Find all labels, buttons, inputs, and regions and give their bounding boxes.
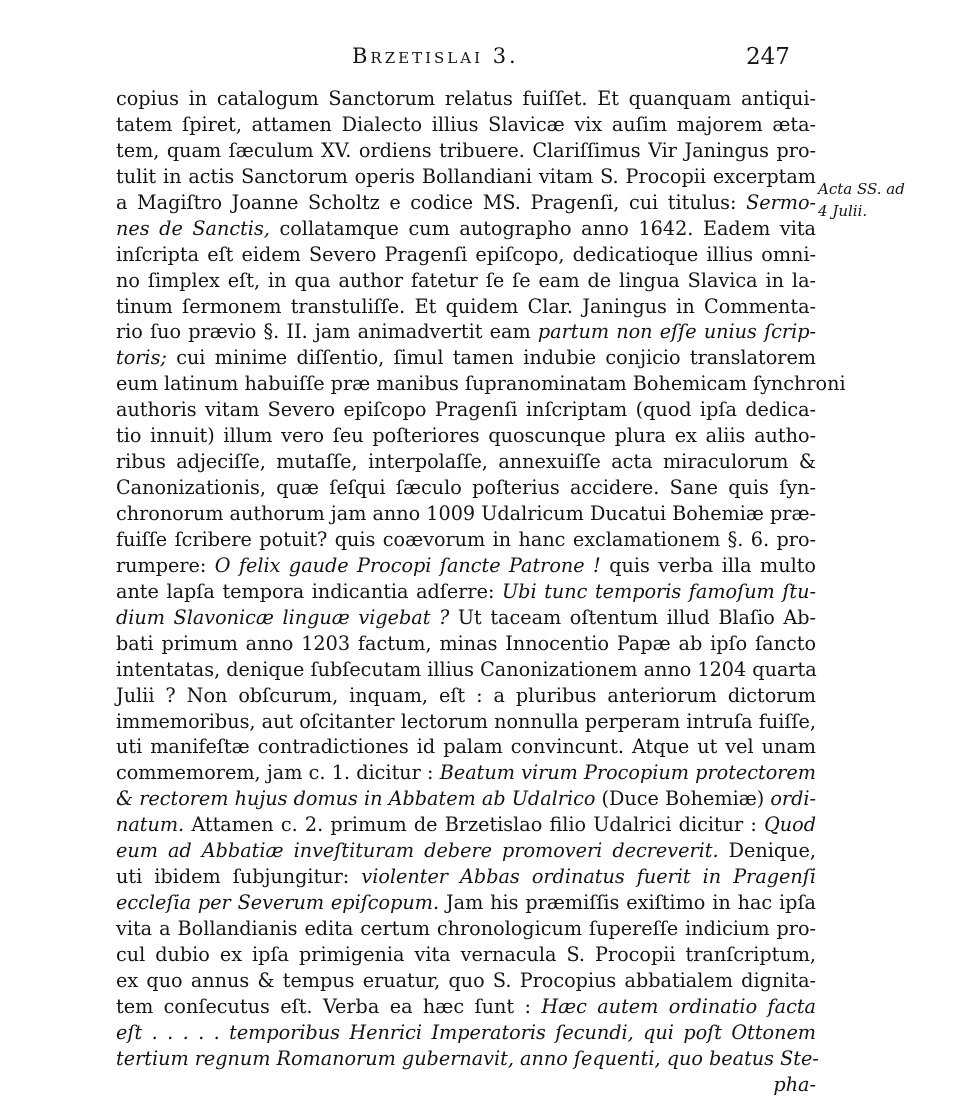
- text-segment: immemoribus, aut oſcitanter lectorum nonnulla perperam intruſa fuiſſe,: [116, 709, 816, 733]
- text-line: [116, 216, 816, 242]
- text-line: [116, 423, 816, 449]
- page-number: 247: [746, 44, 790, 70]
- text-segment: ex quo annus & tempus eruatur, quo S. Procopius abbatialem dignita-: [116, 968, 816, 992]
- text-segment: Attamen c. 2. primum de Brzetislao filio Udalrici dicitur :: [184, 813, 765, 837]
- text-line: [116, 631, 816, 657]
- text-segment: cul dubio ex ipſa primigenia vita vernacula S. Procopii tranſcriptum,: [116, 942, 816, 966]
- text-line: [116, 242, 816, 268]
- text-segment: tatem ſpiret, attamen Dialecto illius Slavicæ vix auſim majorem æta-: [116, 112, 816, 136]
- margin-note: [818, 178, 938, 222]
- italic-text: dium Slavonicæ linguæ vigebat ?: [116, 605, 450, 629]
- text-segment: rumpere:: [116, 553, 215, 577]
- text-line: [116, 916, 816, 942]
- text-line: [116, 294, 816, 320]
- text-segment: ribus adjeciſſe, mutaſſe, interpolaſſe, annexuiſſe acta miraculorum &: [116, 450, 816, 474]
- text-line: [116, 268, 816, 294]
- text-segment: tem conſecutus eſt. Verba ea hæc ſunt :: [116, 994, 542, 1018]
- text-line: [116, 579, 816, 605]
- italic-text: tertium regnum Romanorum gubernavit, anno ſequenti, quo beatus Ste-: [116, 1046, 819, 1070]
- text-line: [116, 709, 816, 735]
- running-title: Brzetislai 3.: [352, 44, 519, 68]
- text-line: [116, 994, 816, 1020]
- text-line: [116, 86, 816, 112]
- text-segment: vita a Bollandianis edita certum chronologicum ſupereſſe indicium pro-: [116, 917, 816, 940]
- italic-text: Sermo-: [746, 190, 816, 214]
- text-line: [116, 475, 816, 501]
- italic-text: toris;: [116, 346, 167, 370]
- text-segment: tio innuit) illum vero ſeu poſteriores quoscunque plura ex aliis autho-: [116, 424, 816, 448]
- text-line: [116, 812, 816, 838]
- italic-text: violenter Abbas ordinatus fuerit in Pragenſi: [361, 865, 816, 889]
- text-line: [116, 112, 816, 138]
- text-line: [116, 942, 816, 968]
- italic-text: natum.: [116, 813, 185, 837]
- text-line: [116, 890, 816, 916]
- text-line: [116, 449, 816, 475]
- text-segment: fuiſſe ſcribere potuit? quis coævorum in hanc exclamationem §. 6. pro-: [116, 527, 816, 551]
- text-segment: cui minime diſſentio, ſimul tamen indubie conjicio translatorem: [166, 346, 816, 370]
- text-segment: Denique,: [718, 839, 816, 863]
- italic-text: eſt . . . . . temporibus Henrici Imperatoris ſecundi, qui poſt Ottonem: [116, 1020, 816, 1044]
- italic-text: eum ad Abbatiæ inveſtituram debere promoveri decreverit.: [116, 839, 719, 863]
- text-line: [116, 683, 816, 709]
- text-segment: rio ſuo prævio §. II. jam animadvertit eam: [116, 320, 538, 344]
- italic-text: eccleſia per Severum epiſcopum.: [116, 891, 440, 915]
- text-line: [116, 138, 816, 164]
- text-line: [116, 371, 846, 397]
- italic-text: partum non eſſe unius ſcrip-: [537, 320, 817, 344]
- italic-text: Beatum virum Procopium protectorem: [439, 761, 816, 785]
- text-segment: Canonizationis, quæ ſeſqui ſæculo poſterius accidere. Sane quis ſyn-: [116, 476, 816, 500]
- text-line: [116, 319, 816, 345]
- text-segment: Ut taceam oſtentum illud Blaſio Ab-: [449, 605, 816, 629]
- text-segment: commemorem, jam c. 1. dicitur :: [116, 761, 440, 785]
- text-segment: copius in catalogum Sanctorum relatus fuiſſet. Et quanquam antiqui-: [116, 87, 816, 110]
- text-segment: Jam his præmiſſis exiſtimo in hac ipſa: [439, 891, 816, 915]
- text-line: [116, 1020, 816, 1046]
- text-segment: uti ibidem ſubjungitur:: [116, 865, 362, 889]
- text-line: [116, 657, 816, 683]
- italic-text: ordi-: [770, 787, 817, 811]
- text-line: [116, 1046, 819, 1072]
- text-line: [116, 345, 816, 371]
- text-segment: chronorum authorum jam anno 1009 Udalricum Ducatui Bohemiæ præ-: [116, 502, 816, 525]
- text-line: [116, 501, 816, 527]
- italic-text: Hæc autem ordinatio facta: [541, 994, 816, 1018]
- text-line: [116, 968, 816, 994]
- text-line: [116, 190, 816, 216]
- text-segment: bati primum anno 1203 factum, minas Innocentio Papæ ab ipſo ſancto: [116, 631, 816, 655]
- text-segment: Julii ? Non obſcurum, inquam, eſt : a pluribus anteriorum dictorum: [116, 683, 816, 707]
- text-segment: ante lapſa tempora indicantia adſerre:: [116, 579, 503, 603]
- text-line: [116, 397, 816, 423]
- text-segment: tem, quam ſæculum XV. ordiens tribuere. Clariſſimus Vir Janingus pro-: [116, 138, 816, 162]
- text-segment: intentatas, denique ſubſecutam illius Canonizationem anno 1204 quarta: [116, 657, 817, 681]
- text-segment: eum latinum habuiſſe præ manibus ſupranominatam Bohemicam ſynchroni: [116, 372, 846, 396]
- text-line: [116, 553, 816, 579]
- text-segment: quis verba illa multo: [600, 553, 816, 577]
- italic-text: O felix gaude Procopi ſancte Patrone !: [214, 553, 601, 577]
- text-segment: uti manifeſtæ contradictiones id palam convincunt. Atque ut vel unam: [116, 735, 816, 759]
- margin-note-line: Acta SS. ad: [818, 180, 905, 198]
- text-line: [116, 605, 816, 631]
- italic-text: Quod: [764, 813, 816, 837]
- text-line: [116, 164, 816, 190]
- text-segment: no ſimplex eſt, in qua author fatetur ſe ſe eam de lingua Slavica in la-: [116, 268, 816, 292]
- text-line: [116, 864, 816, 890]
- text-line: [116, 786, 816, 812]
- text-segment: inſcripta eſt eidem Severo Pragenſi epiſcopo, dedicatioque illius omni-: [116, 242, 816, 266]
- text-line: [116, 527, 816, 553]
- text-segment: a Magiſtro Joanne Scholtz e codice MS. Pragenſi, cui titulus:: [116, 190, 747, 214]
- text-segment: collatamque cum autographo anno 1642. Eadem vita: [269, 216, 816, 240]
- text-line: [116, 760, 816, 786]
- text-line: [116, 734, 816, 760]
- text-line: [116, 838, 816, 864]
- italic-text: Ubi tunc temporis famoſum ſtu-: [502, 579, 816, 603]
- italic-text: & rectorem hujus domus in Abbatem ab Udalrico: [116, 787, 596, 811]
- italic-text: nes de Sanctis,: [116, 216, 270, 240]
- catchword: pha-: [773, 1072, 816, 1096]
- text-segment: (Duce Bohemiæ): [595, 787, 771, 811]
- text-segment: authoris vitam Severo epiſcopo Pragenſi inſcriptam (quod ipſa dedica-: [116, 398, 816, 422]
- text-segment: tinum ſermonem transtuliſſe. Et quidem Clar. Janingus in Commenta-: [116, 294, 816, 318]
- text-segment: tulit in actis Sanctorum operis Bollandiani vitam S. Procopii excerptam: [116, 164, 816, 188]
- running-head: [0, 44, 960, 78]
- margin-note-line: 4 Julii.: [818, 202, 868, 220]
